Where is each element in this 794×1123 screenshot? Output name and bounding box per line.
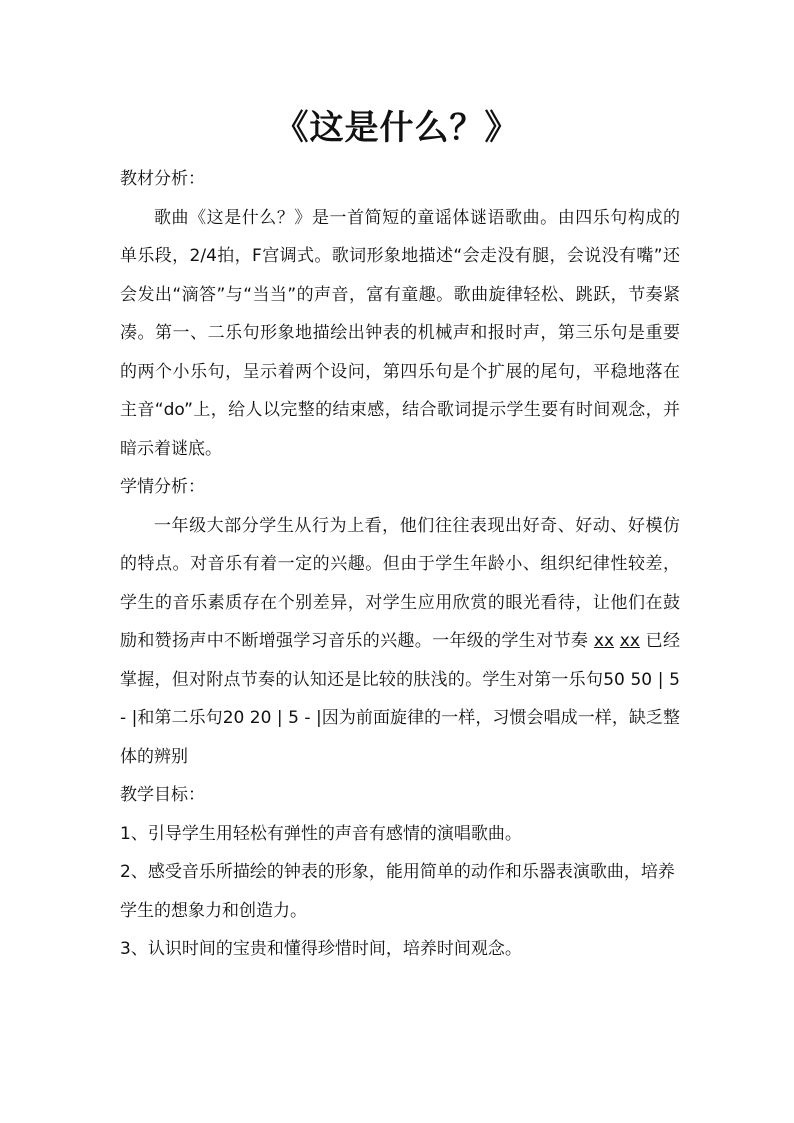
goal-item-1: 1、引导学生用轻松有弹性的声音有感情的演唱歌曲。 <box>120 823 522 844</box>
rhythm-notation-a: xx <box>593 631 615 651</box>
section-heading-goals: 教学目标： <box>120 785 205 805</box>
rhythm-notation-b: xx <box>619 631 640 651</box>
document-title: 《这是什么？》 <box>274 108 520 148</box>
learners-text-part2: 已经掌握，但对附点节奏的认知还是比较的肤浅的。学生对第一乐句50 50 | 5 - |和第二乐句20 20 | 5 - |因为前面旋律的一样，习惯会唱成一样，缺乏整体的辨别 <box>120 631 681 767</box>
goal-item-3: 3、认识时间的宝贵和懂得珍惜时间，培养时间观念。 <box>120 939 522 959</box>
section-heading-material: 教材分析： <box>120 169 205 189</box>
document-body <box>120 160 680 969</box>
section-heading-learners: 学情分析： <box>120 477 205 497</box>
goal-item-2: 2、感受音乐所描绘的钟表的形象，能用简单的动作和乐器表演歌曲，培养学生的想象力和创造力。 <box>120 862 675 921</box>
material-paragraph: 歌曲《这是什么？》是一首简短的童谣体谜语歌曲。由四乐句构成的单乐段，2/4拍，F宫调式。歌词形象地描述“会走没有腿，会说没有嘴”还会发出“滴答”与“当当”的声音，富有童趣。歌曲旋律轻松、跳跃，节奏紧凑。第一、二乐句形象地描绘出钟表的机械声和报时声，第三乐句是重要的两个小乐句，呈示着两个设问，第四乐句是个扩展的尾句，平稳地落在主音“do”上，给人以完整的结束感，结合歌词提示学生要有时间观念，并暗示着谜底。 <box>120 207 680 459</box>
learners-text-part1: 一年级大部分学生从行为上看，他们往往表现出好奇、好动、好模仿的特点。对音乐有着一定的兴趣。但由于学生年龄小、组织纪律性较差，学生的音乐素质存在个别差异，对学生应用欣赏的眼光看待，让他们在鼓励和赞扬声中不断增强学习音乐的兴趣。一年级的学生对节奏 <box>120 515 680 651</box>
learners-paragraph <box>120 507 680 777</box>
